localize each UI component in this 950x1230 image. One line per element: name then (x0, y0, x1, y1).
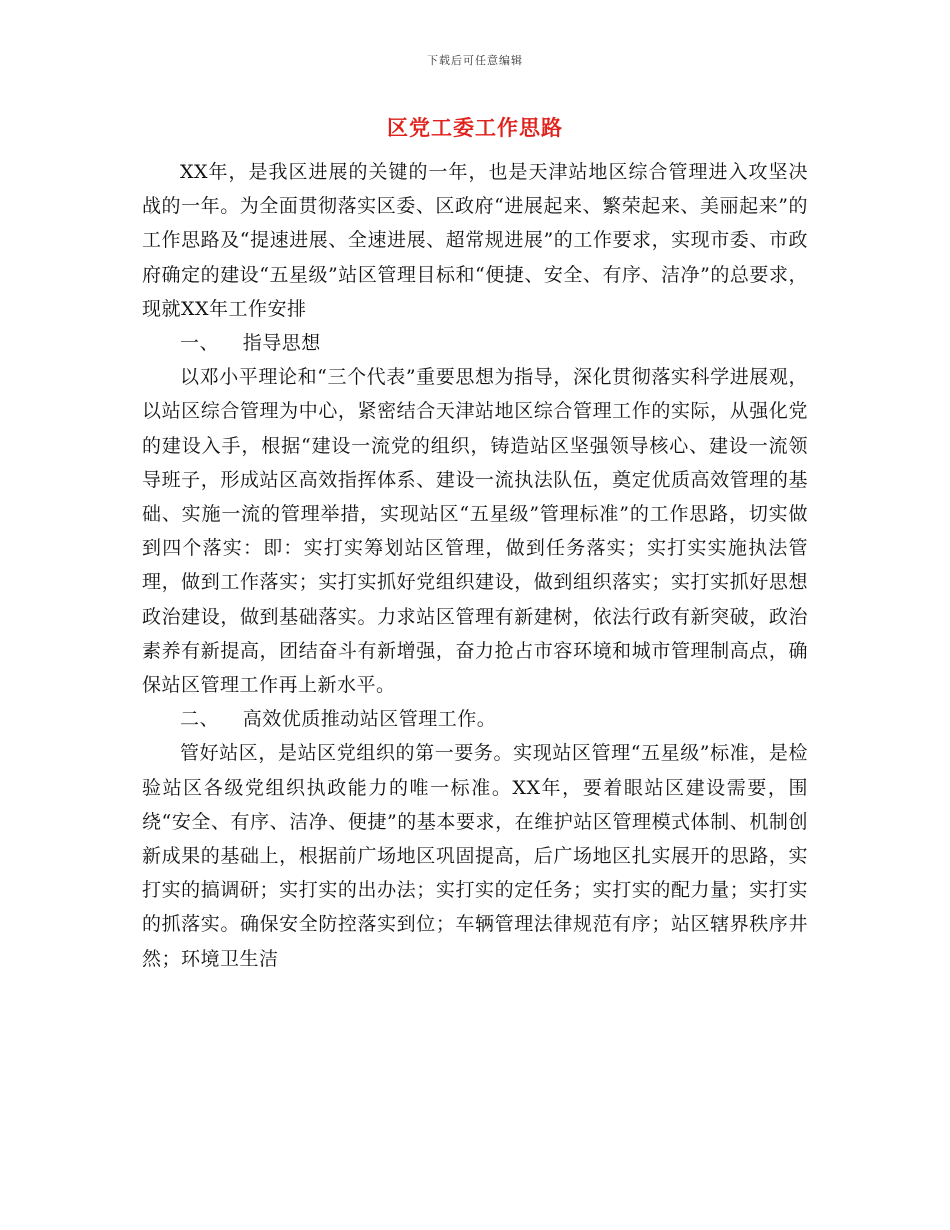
section-number-2: 二、 (180, 708, 220, 731)
section-title-2: 高效优质推动站区管理工作。 (242, 708, 497, 731)
header-note: 下载后可任意编辑 (427, 54, 523, 67)
section-heading-1 (142, 326, 808, 360)
section-number-1: 一、 (180, 332, 220, 355)
station-management-paragraph: 管好站区，是站区党组织的第一要务。实现站区管理“五星级”标准，是检验站区各级党组织执政能力的唯一标准。XX年，要着眼站区建设需要，围绕“安全、有序、洁净、便捷”的基本要求，在维护站区管理模式体制、机制创新成果的基础上，根据前广场地区巩固提高，后广场地区扎实展开的思路，实打实的搞调研；实打实的出办法；实打实的定任务；实打实的配力量；实打实的抓落实。确保安全防控落实到位；车辆管理法律规范有序；站区辖界秩序井然；环境卫生洁 (142, 742, 808, 970)
guiding-thought-paragraph: 以邓小平理论和“三个代表”重要思想为指导，深化贯彻落实科学进展观，以站区综合管理为中心，紧密结合天津站地区综合管理工作的实际，从强化党的建设入手，根据“建设一流党的组织，铸造站区坚强领导核心、建设一流领导班子，形成站区高效指挥体系、建设一流执法队伍，奠定优质高效管理的基础、实施一流的管理举措，实现站区“五星级”管理标准”的工作思路，切实做到四个落实：即：实打实筹划站区管理，做到任务落实；实打实实施执法管理，做到工作落实；实打实抓好党组织建设，做到组织落实；实打实抓好思想政治建设，做到基础落实。力求站区管理有新建树，依法行政有新突破，政治素养有新提高，团结奋斗有新增强，奋力抢占市容环境和城市管理制高点，确保站区管理工作再上新水平。 (142, 366, 808, 697)
document-body (142, 155, 808, 976)
document-title: 区党工委工作思路 (387, 115, 563, 140)
section-heading-2 (142, 702, 808, 736)
intro-paragraph: XX年，是我区进展的关键的一年，也是天津站地区综合管理进入攻坚决战的一年。为全面贯彻落实区委、区政府“进展起来、繁荣起来、美丽起来”的工作思路及“提速进展、全速进展、超常规进展”的工作要求，实现市委、市政府确定的建设“五星级”站区管理目标和“便捷、安全、有序、洁净”的总要求，现就XX年工作安排 (142, 161, 808, 320)
section-title-1: 指导思想 (242, 332, 321, 355)
